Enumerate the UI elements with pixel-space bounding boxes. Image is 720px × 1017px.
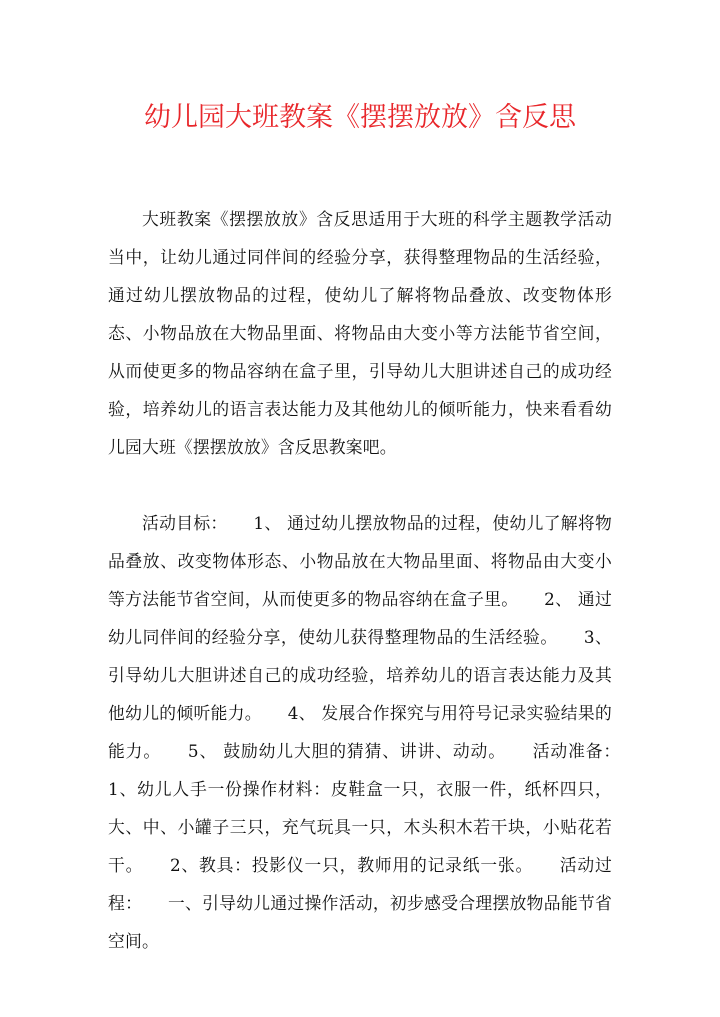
document-title: 幼儿园大班教案《摆摆放放》含反思	[144, 102, 576, 133]
activity-paragraph: 活动目标： 1、 通过幼儿摆放物品的过程，使幼儿了解将物品叠放、改变物体形态、小物品放在大物品里面、将物品由大变小等方法能节省空间，从而使更多的物品容纳在盒子里。 2、 通过幼儿同伴间的经验分享，使幼儿获得整理物品的生活经验。 3、 引导幼儿大胆讲述自己的成功经验，培养幼儿的语言表达能力及其他幼儿的倾听能力。 4、 发展合作探究与用符号记录实验结果的能力。 5、 鼓励幼儿大胆的猜猜、讲讲、动动。 活动准备： 1、幼儿人手一份操作材料：皮鞋盒一只，衣服一件，纸杯四只，大、中、小罐子三只，充气玩具一只，木头积木若干块，小贴花若干。 2、教具：投影仪一只，教师用的记录纸一张。 活动过程： 一、引导幼儿通过操作活动，初步感受合理摆放物品能节省空间。	[108, 513, 646, 951]
intro-paragraph: 大班教案《摆摆放放》含反思适用于大班的科学主题教学活动当中，让幼儿通过同伴间的经验分享，获得整理物品的生活经验，通过幼儿摆放物品的过程，使幼儿了解将物品叠放、改变物体形态、小物品放在大物品里面、将物品由大变小等方法能节省空间，从而使更多的物品容纳在盒子里，引导幼儿大胆讲述自己的成功经验，培养幼儿的语言表达能力及其他幼儿的倾听能力，快来看看幼儿园大班《摆摆放放》含反思教案吧。	[108, 209, 612, 457]
